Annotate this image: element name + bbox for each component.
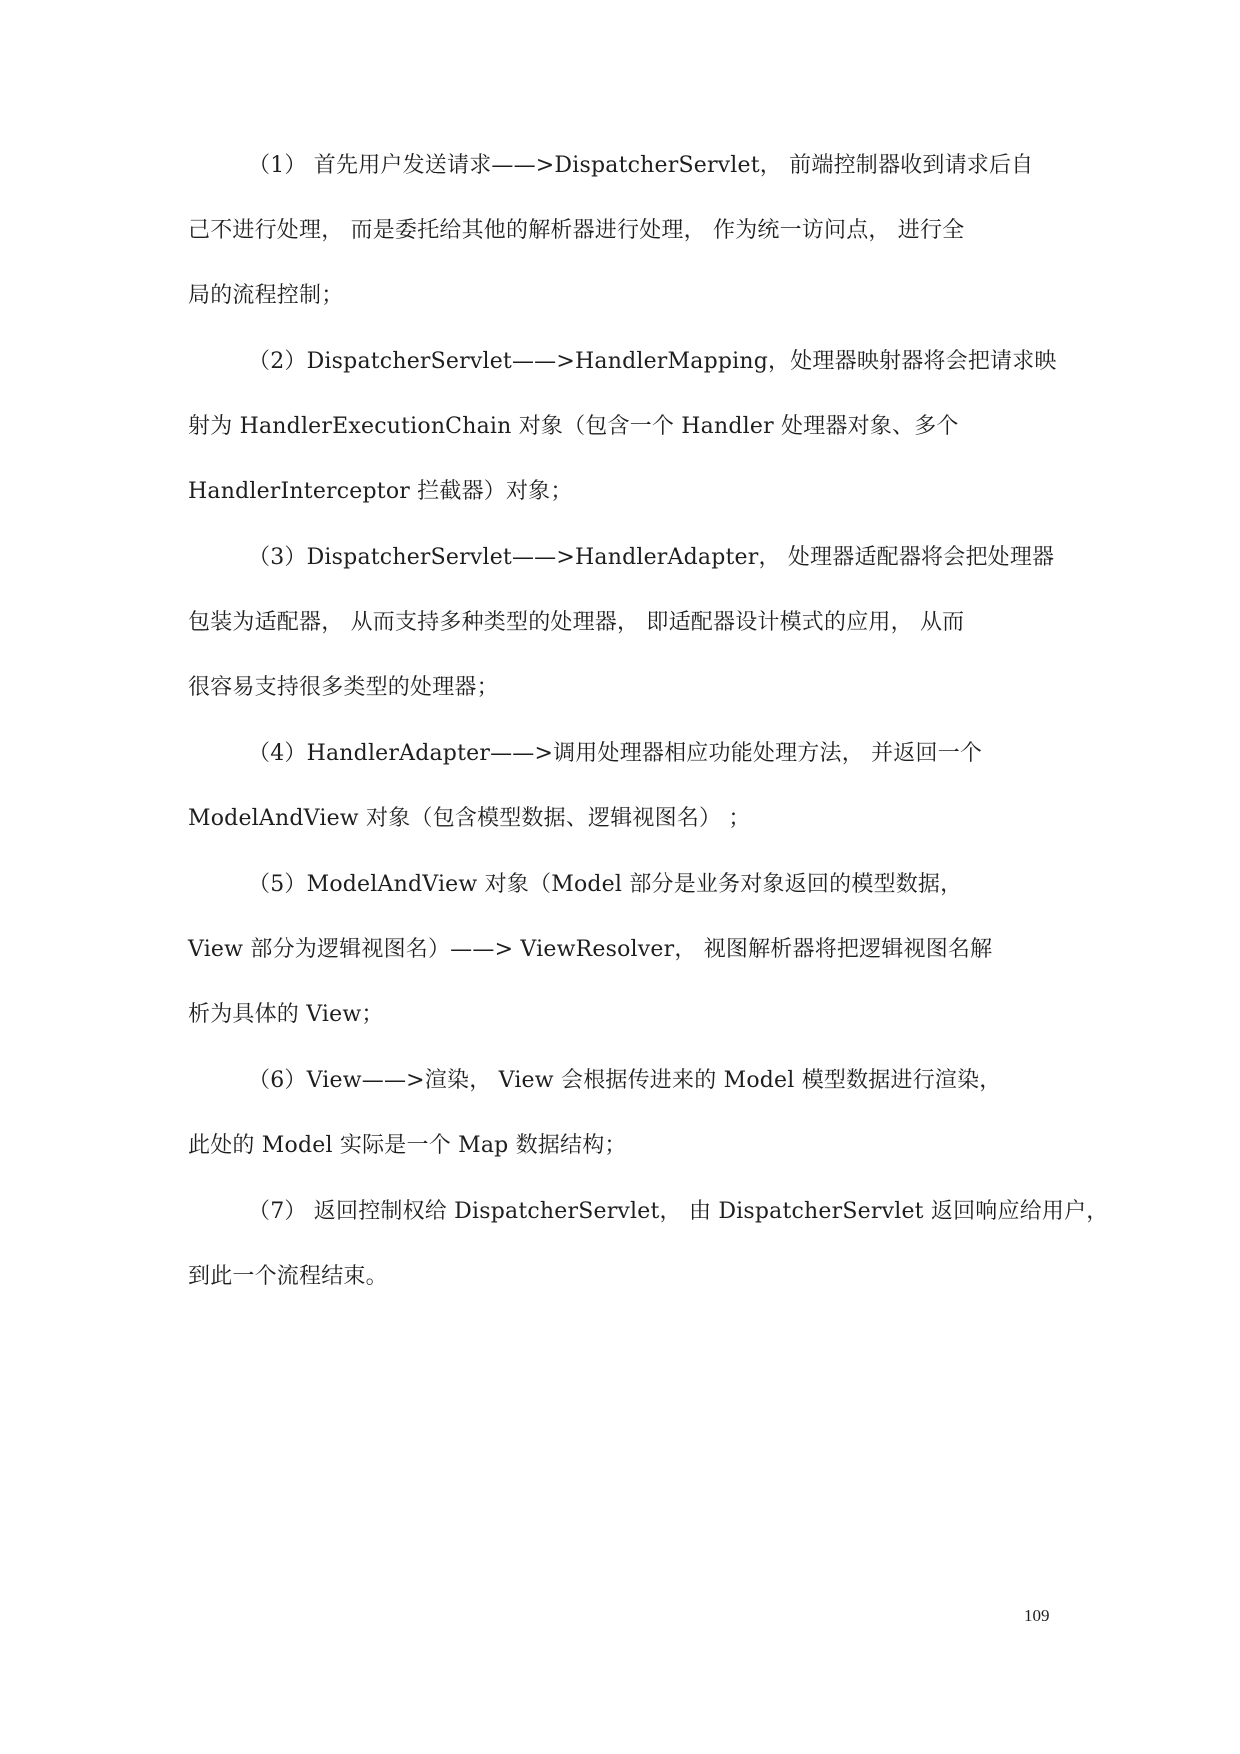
paragraph-step-4: [188, 738, 1068, 835]
document-body: [188, 150, 1109, 1327]
paragraph-line: （5）ModelAndView 对象（Model 部分是业务对象返回的模型数据，: [248, 872, 963, 897]
paragraph-line: （2）DispatcherServlet——>HandlerMapping，处理器映射器将会把请求映: [248, 349, 1057, 374]
paragraph-line: 己不进行处理， 而是委托给其他的解析器进行处理， 作为统一访问点， 进行全: [188, 218, 965, 243]
paragraph-line: （1） 首先用户发送请求——>DispatcherServlet， 前端控制器收到请求后自: [248, 153, 1034, 178]
paragraph-line: 析为具体的 View；: [188, 1002, 384, 1027]
paragraph-step-7: [188, 1196, 1109, 1293]
paragraph-line: （7） 返回控制权给 DispatcherServlet， 由 DispatcherServlet 返回响应给用户，: [248, 1199, 1109, 1224]
paragraph-step-3: [188, 542, 1068, 704]
page-number: 109: [1024, 1606, 1050, 1625]
paragraph-line: 到此一个流程结束。: [188, 1264, 388, 1289]
paragraph-line: HandlerInterceptor 拦截器）对象；: [188, 479, 573, 504]
paragraph-step-1: [188, 150, 1068, 312]
paragraph-line: ModelAndView 对象（包含模型数据、逻辑视图名） ；: [188, 806, 751, 831]
paragraph-line: View 部分为逻辑视图名）——> ViewResolver， 视图解析器将把逻辑视图名解: [188, 937, 993, 962]
paragraph-step-5: [188, 869, 1068, 1031]
paragraph-line: 很容易支持很多类型的处理器；: [188, 675, 499, 700]
paragraph-line: 局的流程控制；: [188, 283, 344, 308]
paragraph-line: （4）HandlerAdapter——>调用处理器相应功能处理方法， 并返回一个: [248, 741, 983, 766]
paragraph-line: （3）DispatcherServlet——>HandlerAdapter， 处理器适配器将会把处理器: [248, 545, 1055, 570]
paragraph-step-6: [188, 1065, 1068, 1162]
paragraph-line: 此处的 Model 实际是一个 Map 数据结构；: [188, 1133, 627, 1158]
paragraph-step-2: [188, 346, 1068, 508]
paragraph-line: （6）View——>渲染， View 会根据传进来的 Model 模型数据进行渲染，: [248, 1068, 1002, 1093]
paragraph-line: 包装为适配器， 从而支持多种类型的处理器， 即适配器设计模式的应用， 从而: [188, 610, 965, 635]
paragraph-line: 射为 HandlerExecutionChain 对象（包含一个 Handler 处理器对象、多个: [188, 414, 959, 439]
